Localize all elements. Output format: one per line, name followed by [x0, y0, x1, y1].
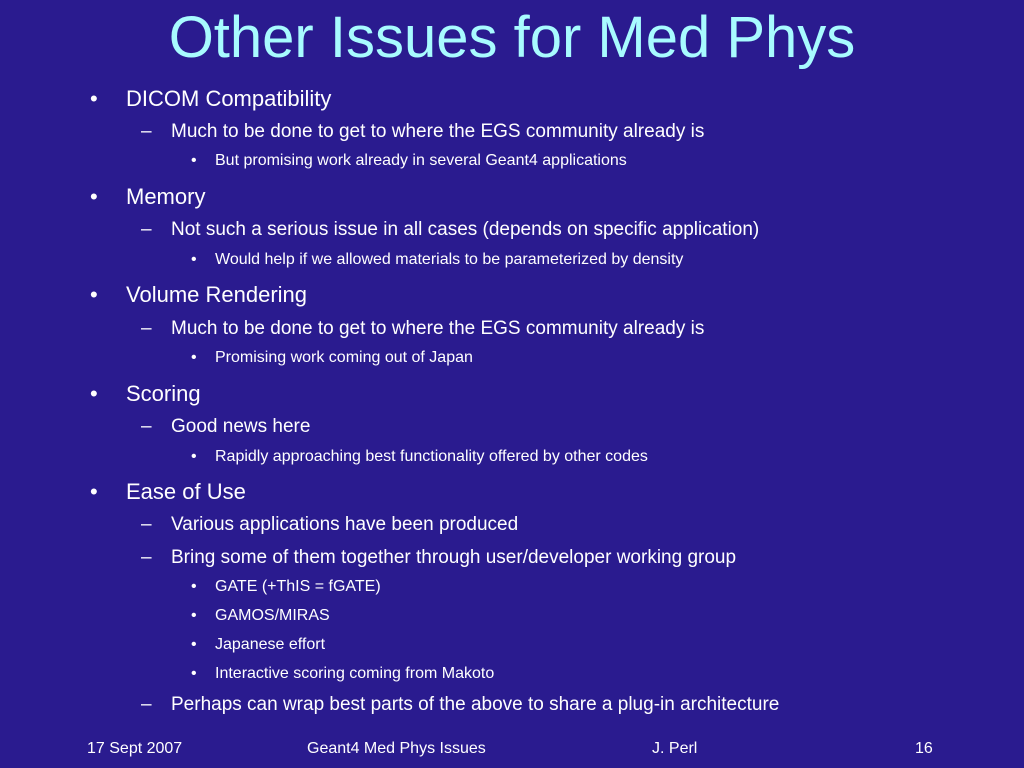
- bullet-dot-icon: •: [90, 282, 98, 307]
- footer-author: J. Perl: [652, 740, 698, 757]
- bullet-dot-icon: •: [191, 636, 197, 653]
- bullet-dot-icon: •: [191, 665, 197, 682]
- bullet-dot-icon: •: [191, 152, 197, 169]
- bullet-text-l3: Rapidly approaching best functionality offered by other codes: [215, 448, 648, 465]
- bullet-text-l3: Would help if we allowed materials to be parameterized by density: [215, 251, 684, 268]
- bullet-text-l2: Much to be done to get to where the EGS community already is: [171, 318, 705, 339]
- bullet-text-l1: DICOM Compatibility: [126, 86, 332, 111]
- bullet-text-l2: Perhaps can wrap best parts of the above to share a plug-in architecture: [171, 694, 780, 715]
- bullet-text-l2: Various applications have been produced: [171, 514, 519, 535]
- bullet-dash-icon: –: [141, 547, 152, 568]
- bullet-dash-icon: –: [141, 318, 152, 339]
- bullet-text-l1: Memory: [126, 184, 206, 209]
- bullet-dot-icon: •: [191, 448, 197, 465]
- bullet-dash-icon: –: [141, 219, 152, 240]
- bullet-text-l1: Scoring: [126, 381, 201, 406]
- footer-page-number: 16: [915, 740, 933, 757]
- bullet-text-l3: But promising work already in several Geant4 applications: [215, 152, 627, 169]
- bullet-text-l3: Promising work coming out of Japan: [215, 349, 473, 366]
- bullet-text-l2: Not such a serious issue in all cases (depends on specific application): [171, 219, 760, 240]
- bullet-dot-icon: •: [191, 251, 197, 268]
- bullet-text-l2: Much to be done to get to where the EGS community already is: [171, 121, 705, 142]
- bullet-dash-icon: –: [141, 121, 152, 142]
- bullet-dot-icon: •: [90, 86, 98, 111]
- bullet-dash-icon: –: [141, 694, 152, 715]
- bullet-text-l3: GATE (+ThIS = fGATE): [215, 578, 381, 595]
- bullet-dash-icon: –: [141, 416, 152, 437]
- bullet-text-l1: Volume Rendering: [126, 282, 308, 307]
- footer-date: 17 Sept 2007: [87, 740, 183, 757]
- bullet-text-l3: GAMOS/MIRAS: [215, 607, 330, 624]
- bullet-text-l2: Bring some of them together through user/developer working group: [171, 547, 737, 568]
- bullet-dot-icon: •: [90, 381, 98, 406]
- bullet-dash-icon: –: [141, 514, 152, 535]
- bullet-text-l1: Ease of Use: [126, 479, 246, 504]
- bullet-dot-icon: •: [191, 578, 197, 595]
- bullet-text-l3: Japanese effort: [215, 636, 326, 653]
- bullet-dot-icon: •: [90, 479, 98, 504]
- slide-title: Other Issues for Med Phys: [168, 5, 856, 70]
- slide-footer: [0, 740, 1024, 764]
- bullet-dot-icon: •: [191, 349, 197, 366]
- bullet-dot-icon: •: [191, 607, 197, 624]
- bullet-text-l3: Interactive scoring coming from Makoto: [215, 665, 495, 682]
- bullet-text-l2: Good news here: [171, 416, 311, 437]
- footer-title: Geant4 Med Phys Issues: [307, 740, 486, 757]
- bullet-dot-icon: •: [90, 184, 98, 209]
